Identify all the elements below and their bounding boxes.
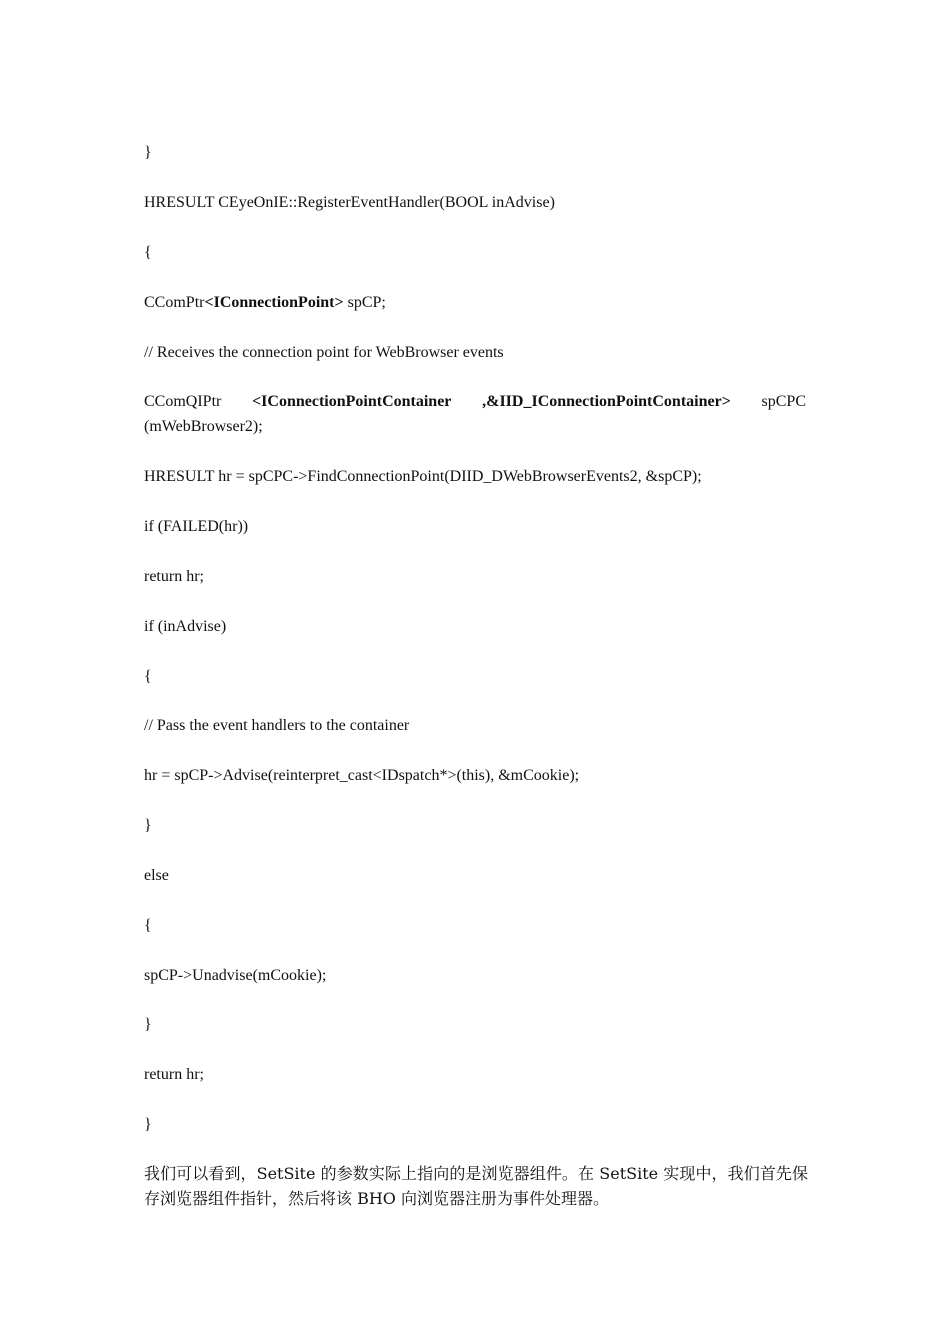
code-line-close-brace: }: [144, 1016, 152, 1033]
qiptr-prefix: CComQIPtr: [144, 393, 222, 410]
ccomptr-prefix: CComPtr: [144, 294, 205, 311]
code-line-find-connection-point: HRESULT hr = spCPC->FindConnectionPoint(DIID_DWebBrowserEvents2, &spCP);: [144, 468, 702, 485]
code-line-else: else: [144, 867, 169, 884]
code-line-open-brace: {: [144, 668, 152, 685]
code-line-if-advise: if (inAdvise): [144, 618, 227, 635]
code-line-close-brace: }: [144, 817, 152, 834]
code-line-if-failed: if (FAILED(hr)): [144, 518, 249, 535]
code-line-return-hr: return hr;: [144, 568, 204, 585]
qiptr-suffix: spCPC: [761, 393, 806, 410]
ccomptr-type: <IConnectionPoint>: [204, 294, 344, 311]
qiptr-type-b: ,&IID_IConnectionPointContainer>: [482, 393, 731, 410]
code-line-ccomptr: [144, 291, 806, 315]
qiptr-type-a: <IConnectionPointContainer: [252, 393, 452, 410]
code-line-comment-receive: // Receives the connection point for WebBrowser events: [144, 344, 504, 361]
code-line-function-signature: HRESULT CEyeOnIE::RegisterEventHandler(BOOL inAdvise): [144, 194, 555, 211]
ccomptr-suffix: spCP;: [343, 294, 386, 311]
paragraph-line: 我们可以看到，SetSite 的参数实际上指向的是浏览器组件。在 SetSite 实现中，我们首先保: [144, 1164, 808, 1183]
code-line-qiptr-arg: (mWebBrowser2);: [144, 418, 263, 435]
code-line-return-hr: return hr;: [144, 1066, 204, 1083]
code-line-open-brace: {: [144, 917, 152, 934]
code-line-close-brace: }: [144, 144, 152, 161]
code-line-open-brace: {: [144, 244, 152, 261]
paragraph-line: 存浏览器组件指针，然后将该 BHO 向浏览器注册为事件处理器。: [144, 1189, 610, 1208]
code-line-qiptr: [144, 390, 806, 414]
code-line-advise-call: hr = spCP->Advise(reinterpret_cast<IDspatch*>(this), &mCookie);: [144, 767, 580, 784]
code-line-unadvise-call: spCP->Unadvise(mCookie);: [144, 967, 327, 984]
code-line-close-brace: }: [144, 1116, 152, 1133]
code-line-comment-pass: // Pass the event handlers to the container: [144, 717, 410, 734]
explanation-paragraph: [144, 1161, 808, 1211]
